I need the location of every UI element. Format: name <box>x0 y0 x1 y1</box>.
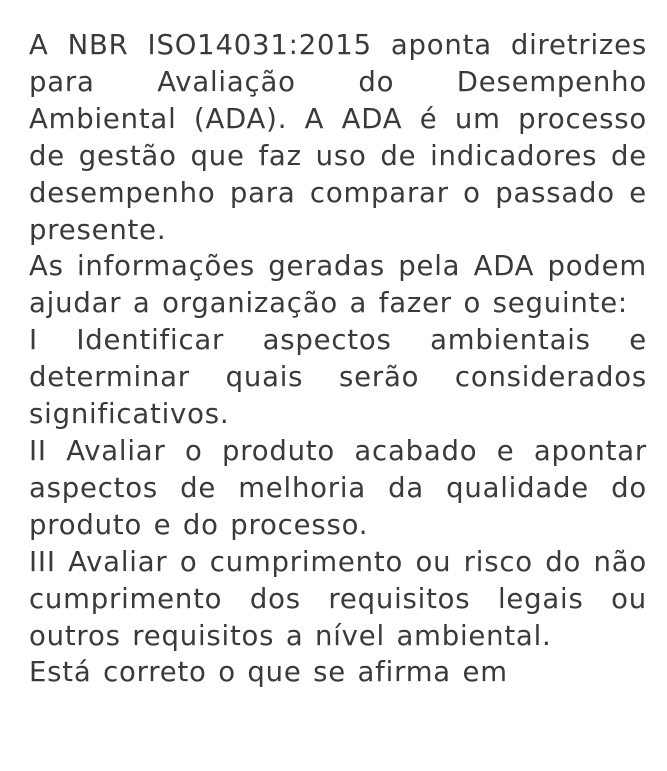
question-text <box>29 27 647 691</box>
statement-ii: II Avaliar o produto acabado e apontar aspectos de melhoria da qualidade do produto e do processo. <box>29 434 647 541</box>
statement-iii: III Avaliar o cumprimento ou risco do não cumprimento dos requisitos legais ou outros requisitos a nível ambiental. <box>29 545 647 652</box>
statement-i: I Identificar aspectos ambientais e determinar quais serão considerados significativos. <box>29 324 647 431</box>
lead-in-paragraph: As informações geradas pela ADA podem ajudar a organização a fazer o seguinte: <box>29 250 647 320</box>
question-prompt: Está correto o que se afirma em <box>29 656 508 689</box>
intro-paragraph: A NBR ISO14031:2015 aponta diretrizes para Avaliação do Desempenho Ambiental (ADA). A ADA é um processo de gestão que faz uso de indicadores de desempenho para comparar o passado e presente. <box>29 29 647 246</box>
